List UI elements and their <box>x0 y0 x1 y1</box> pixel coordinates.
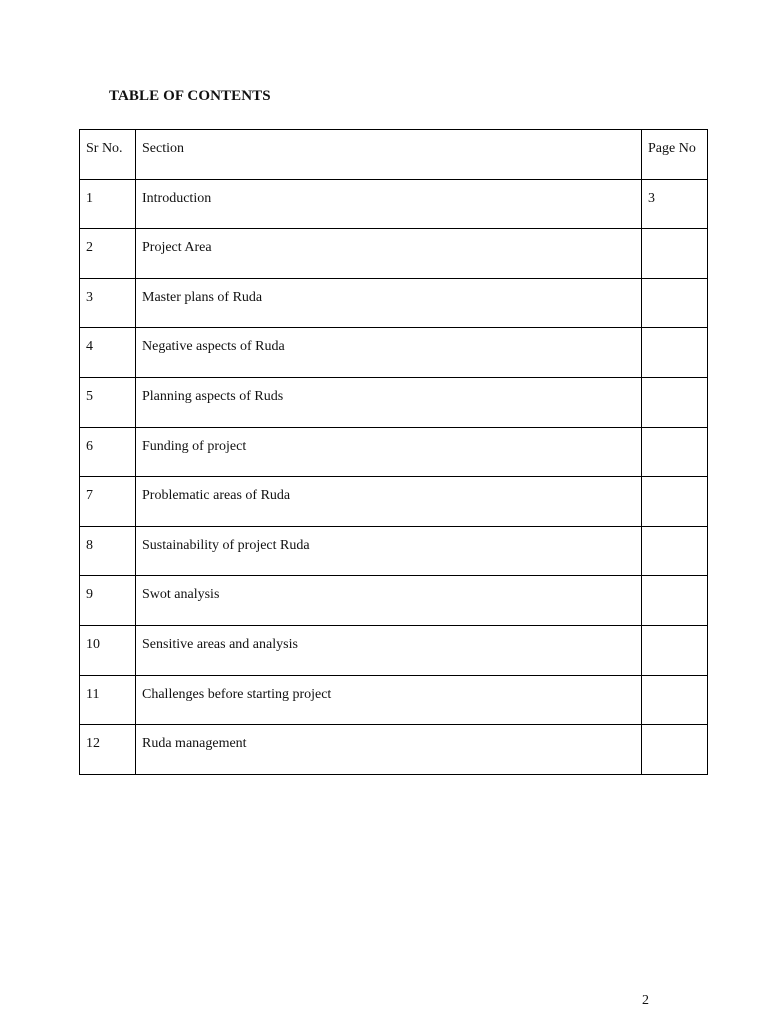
sr-cell <box>80 576 136 626</box>
table-row <box>80 675 708 725</box>
section-page-number <box>648 676 701 686</box>
header-cell-section <box>136 130 642 180</box>
table-row <box>80 229 708 279</box>
table-of-contents <box>79 129 708 775</box>
table-row <box>80 278 708 328</box>
page-cell <box>642 278 708 328</box>
section-cell <box>136 675 642 725</box>
sr-number: 7 <box>86 488 93 504</box>
section-cell <box>136 328 642 378</box>
section-page-number <box>648 477 701 487</box>
section-title: Swot analysis <box>142 587 220 603</box>
section-cell <box>136 179 642 229</box>
sr-number: 11 <box>86 686 100 702</box>
section-cell <box>136 477 642 527</box>
page-cell <box>642 526 708 576</box>
sr-number: 10 <box>86 636 100 652</box>
sr-number: 9 <box>86 587 93 603</box>
section-cell <box>136 725 642 775</box>
page-cell <box>642 377 708 427</box>
section-title: Master plans of Ruda <box>142 289 263 305</box>
page-cell <box>642 328 708 378</box>
sr-cell <box>80 328 136 378</box>
sr-cell <box>80 526 136 576</box>
page-cell <box>642 576 708 626</box>
table-row <box>80 625 708 675</box>
table-header-row <box>80 130 708 180</box>
sr-cell <box>80 625 136 675</box>
sr-number: 8 <box>86 537 93 553</box>
header-section-label: Section <box>142 141 184 156</box>
sr-cell <box>80 427 136 477</box>
table-row <box>80 427 708 477</box>
section-page-number <box>648 279 701 289</box>
section-title: Sensitive areas and analysis <box>142 636 298 652</box>
section-page-number <box>648 576 701 586</box>
section-cell <box>136 278 642 328</box>
table-row <box>80 328 708 378</box>
sr-cell <box>80 725 136 775</box>
table-row <box>80 526 708 576</box>
sr-number: 4 <box>86 339 93 355</box>
sr-cell <box>80 377 136 427</box>
table-row <box>80 179 708 229</box>
page-title: TABLE OF CONTENTS <box>109 88 271 104</box>
section-title: Challenges before starting project <box>142 686 332 702</box>
section-page-number <box>648 229 701 239</box>
section-title: Planning aspects of Ruds <box>142 388 284 404</box>
header-sr-no-label: Sr No. <box>86 141 123 156</box>
sr-number: 12 <box>86 736 100 752</box>
header-page-no-label: Page No <box>648 141 696 156</box>
section-page-number <box>648 428 701 438</box>
section-page-number <box>648 328 701 338</box>
page-cell <box>642 229 708 279</box>
page-cell <box>642 427 708 477</box>
sr-number: 6 <box>86 438 93 454</box>
section-title: Ruda management <box>142 736 247 752</box>
page-cell <box>642 477 708 527</box>
sr-cell <box>80 229 136 279</box>
table-row <box>80 576 708 626</box>
section-cell <box>136 526 642 576</box>
sr-cell <box>80 675 136 725</box>
sr-cell <box>80 179 136 229</box>
sr-number: 1 <box>86 190 93 206</box>
page-cell <box>642 675 708 725</box>
header-cell-sr-no <box>80 130 136 180</box>
section-page-number <box>648 527 701 537</box>
section-title: Problematic areas of Ruda <box>142 488 291 504</box>
page-cell <box>642 179 708 229</box>
sr-cell <box>80 278 136 328</box>
section-page-number <box>648 725 701 735</box>
section-cell <box>136 625 642 675</box>
section-cell <box>136 229 642 279</box>
section-page-number <box>648 378 701 388</box>
table-row <box>80 377 708 427</box>
section-title: Funding of project <box>142 438 247 454</box>
sr-cell <box>80 477 136 527</box>
section-cell <box>136 576 642 626</box>
sr-number: 3 <box>86 289 93 305</box>
section-title: Negative aspects of Ruda <box>142 339 285 355</box>
section-title: Project Area <box>142 240 212 256</box>
section-title: Sustainability of project Ruda <box>142 537 310 553</box>
section-page-number <box>648 626 701 636</box>
page-cell <box>642 625 708 675</box>
section-cell <box>136 377 642 427</box>
page-cell <box>642 725 708 775</box>
section-title: Introduction <box>142 190 212 206</box>
sr-number: 2 <box>86 240 93 256</box>
table-row <box>80 477 708 527</box>
header-cell-page-no <box>642 130 708 180</box>
table-row <box>80 725 708 775</box>
sr-number: 5 <box>86 388 93 404</box>
section-cell <box>136 427 642 477</box>
section-page-number: 3 <box>648 190 655 206</box>
page-number: 2 <box>642 993 649 1008</box>
